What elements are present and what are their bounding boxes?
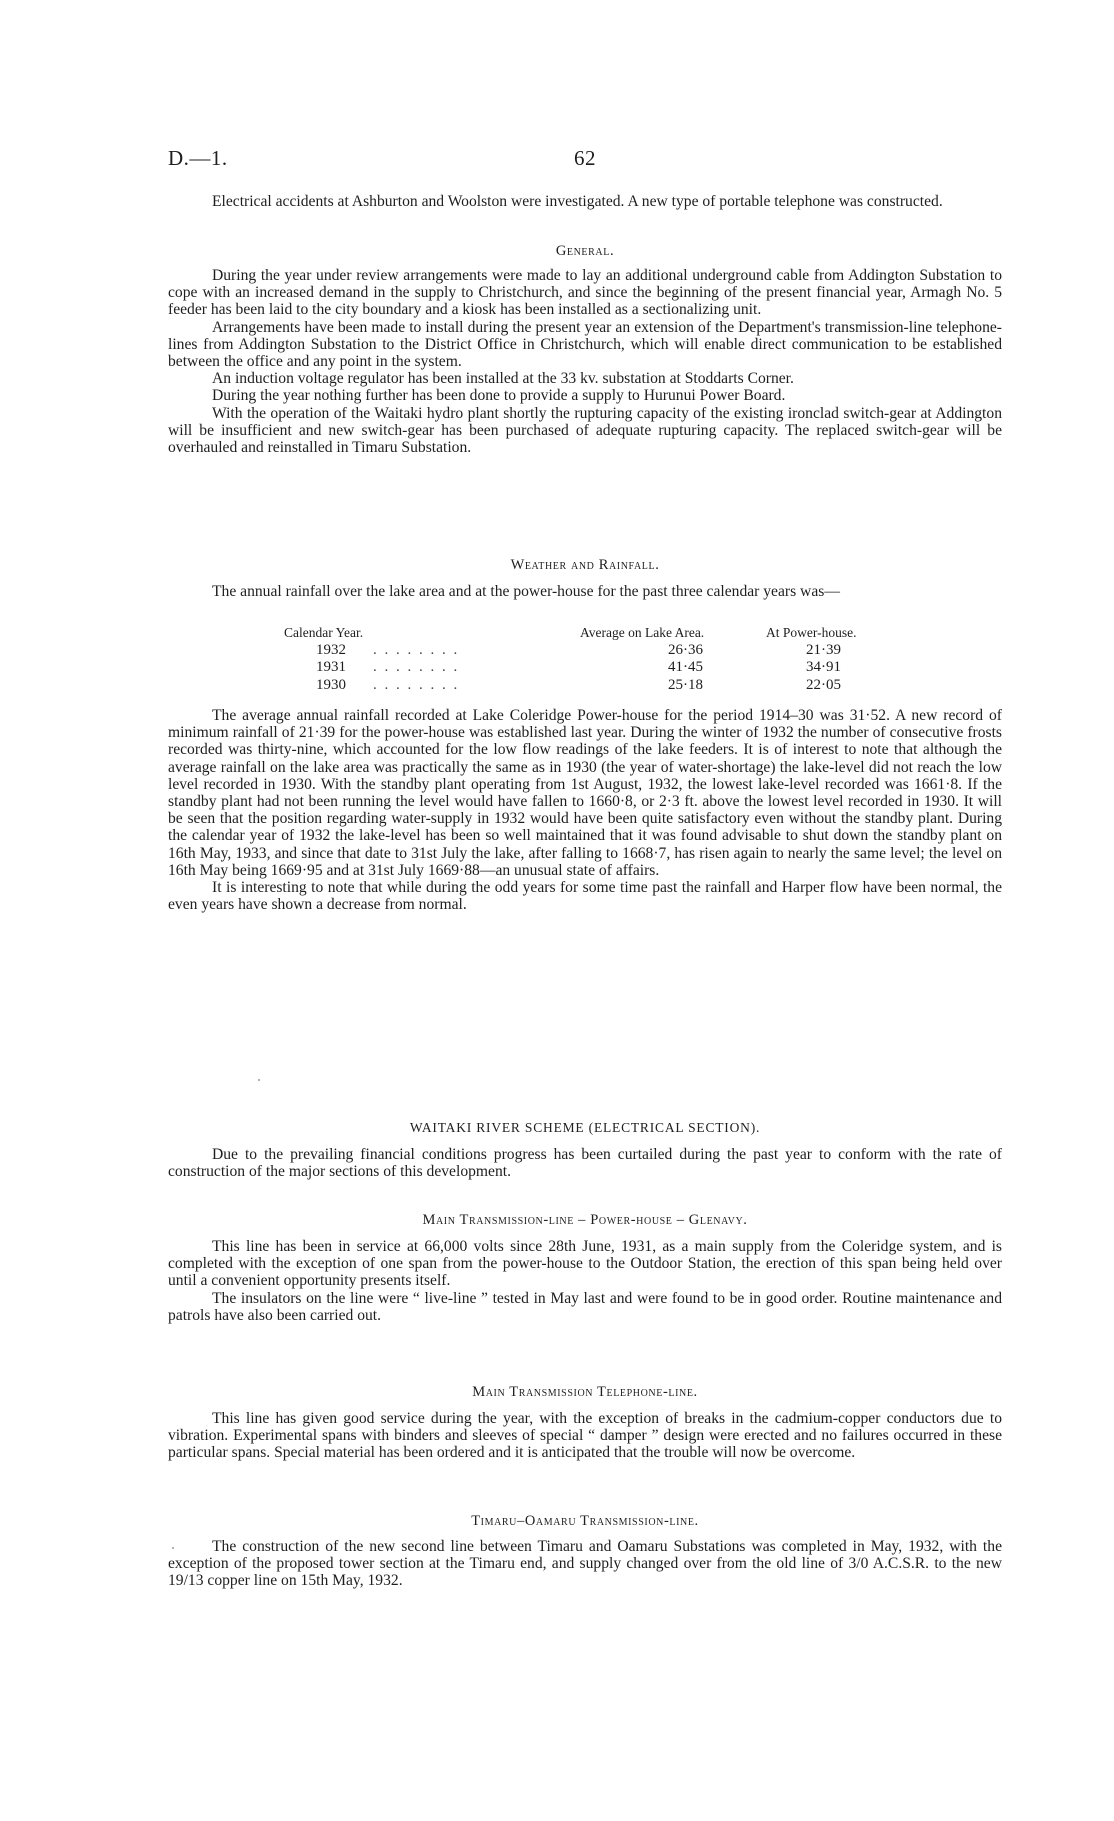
general-paragraph-3: An induction voltage regulator has been installed at the 33 kv. substation at Stoddarts Corner. — [212, 370, 794, 388]
general-paragraph-4: During the year nothing further has been done to provide a supply to Hurunui Power Board. — [212, 387, 786, 405]
weather-paragraph-1: The average annual rainfall recorded at Lake Coleridge Power-house for the period 1914–30 was 31·52. A new record of minimum rainfall of 21·39 for the power-house was established last year. During the winter of 1932 the number of consecutive frosts recorded was thirty-nine, which accounted for the low flow readings of the lake feeders. It is of interest to note that although the average rainfall on the lake area was practically the same as in 1930 (the year of water-shortage) the lake-level did not reach the low level recorded in 1930. With the standby plant operating from 1st August, 1932, the lowest lake-level recorded was 1661·8. If the standby plant had not been running the level would have fallen to 1660·8, or 2·3 ft. above the lowest level recorded in 1930. It will be seen that the position regarding water-supply in 1932 would have been quite satisfactory even without the standby plant. During the calendar year of 1932 the lake-level has been so well maintained that it was found advisable to shut down the standby plant on 16th May, 1933, and since that date to 31st July the lake, after falling to 1668·7, has risen again to nearly the same level; the level on 16th May being 1669·95 and at 31st July 1669·88—an unusual state of affairs. — [168, 707, 1002, 879]
row-leader-dots: . . . . . . . . — [373, 659, 460, 675]
row-year: 1931 — [316, 659, 346, 675]
row-power-value: 21·39 — [806, 641, 841, 658]
timaru-paragraph: The construction of the new second line between Timaru and Oamaru Substations was completed in May, 1932, with the exception of the proposed tower section at the Timaru end, and supply changed over from the old line of 3/0 A.C.S.R. to the new 19/13 copper line on 15th May, 1932. — [168, 1538, 1002, 1590]
timaru-heading: Timaru–Oamaru Transmission-line. — [471, 1513, 699, 1529]
table-row — [168, 677, 928, 695]
row-year: 1932 — [316, 641, 346, 658]
row-power-value: 22·05 — [806, 676, 841, 693]
telephone-line-paragraph: This line has given good service during the year, with the exception of breaks in the cadmium-copper conductors due to vibration. Experimental spans with binders and sleeves of special “ damper ” design were erected and no failures occurred in these particular spans. Special material has been ordered and it is anticipated that the trouble will now be overcome. — [168, 1410, 1002, 1462]
row-lake-value: 25·18 — [668, 676, 703, 693]
telephone-line-heading: Main Transmission Telephone-line. — [472, 1384, 698, 1400]
main-line-paragraph-2: The insulators on the line were “ live-line ” tested in May last and were found to be in good order. Routine maintenance and patrols have also been carried out. — [168, 1289, 1002, 1324]
rainfall-table-header — [168, 624, 928, 642]
weather-intro-section — [168, 583, 1002, 600]
column-header-lake: Average on Lake Area. — [580, 625, 705, 640]
column-header-power: At Power-house. — [766, 625, 857, 640]
waitaki-heading: WAITAKI RIVER SCHEME (ELECTRICAL SECTION). — [409, 1120, 761, 1135]
general-paragraph-1: During the year under review arrangements were made to lay an additional underground cable from Addington Substation to cope with an increased demand in the supply to Christchurch, and since the beginning of the present financial year, Armagh No. 5 feeder has been laid to the city boundary and a kiosk has been installed as a sectionalizing unit. — [168, 267, 1002, 319]
intro-paragraph: Electrical accidents at Ashburton and Woolston were investigated. A new type of portable telephone was constructed. — [212, 193, 943, 210]
page-number: 62 — [574, 146, 596, 170]
main-line-heading: Main Transmission-line – Power-house – Glenavy. — [422, 1212, 748, 1228]
waitaki-section — [168, 1146, 1002, 1180]
weather-heading: Weather and Rainfall. — [510, 557, 660, 573]
intro-section — [168, 193, 1002, 210]
main-line-paragraph-1: This line has been in service at 66,000 volts since 28th June, 1931, as a main supply from the Coleridge system, and is completed with the exception of one span from the power-house to the Outdoor Station, the erection of this span being held over until a convenient opportunity presents itself. — [168, 1238, 1002, 1290]
rainfall-table — [168, 624, 928, 694]
row-lake-value: 26·36 — [668, 641, 703, 658]
general-paragraph-5: With the operation of the Waitaki hydro plant shortly the rupturing capacity of the existing ironclad switch-gear at Addington will be insufficient and new switch-gear has been purchased of adequate rupturing capacity. The replaced switch-gear will be overhauled and reinstalled in Timaru Substation. — [168, 404, 1002, 457]
row-leader-dots: . . . . . . . . — [373, 641, 460, 658]
document-code: D.—1. — [168, 146, 228, 170]
waitaki-paragraph: Due to the prevailing financial conditions progress has been curtailed during the past year to conform with the rate of construction of the major sections of this development. — [168, 1146, 1002, 1181]
weather-intro-paragraph: The annual rainfall over the lake area and at the power-house for the past three calendar years was— — [212, 583, 840, 600]
table-row — [168, 659, 928, 677]
telephone-line-section — [168, 1410, 1002, 1462]
timaru-section — [168, 1538, 1002, 1590]
weather-paragraph-2: It is interesting to note that while during the odd years for some time past the rainfall and Harper flow have been normal, the even years have shown a decrease from normal. — [168, 879, 1002, 914]
row-power-value: 34·91 — [806, 659, 841, 675]
weather-body-section — [168, 707, 1002, 913]
scan-speck — [258, 1079, 260, 1081]
column-header-year: Calendar Year. — [284, 625, 364, 640]
general-section — [168, 267, 1002, 456]
table-row — [168, 642, 928, 660]
row-lake-value: 41·45 — [668, 659, 703, 675]
general-heading: General. — [555, 243, 615, 259]
main-line-section — [168, 1238, 1002, 1324]
row-leader-dots: . . . . . . . . — [373, 676, 460, 693]
row-year: 1930 — [316, 676, 346, 693]
general-paragraph-2: Arrangements have been made to install during the present year an extension of the Department's transmission-line telephone-lines from Addington Substation to the District Office in Christchurch, which will enable direct communication to be established between the office and any point in the system. — [168, 318, 1002, 371]
